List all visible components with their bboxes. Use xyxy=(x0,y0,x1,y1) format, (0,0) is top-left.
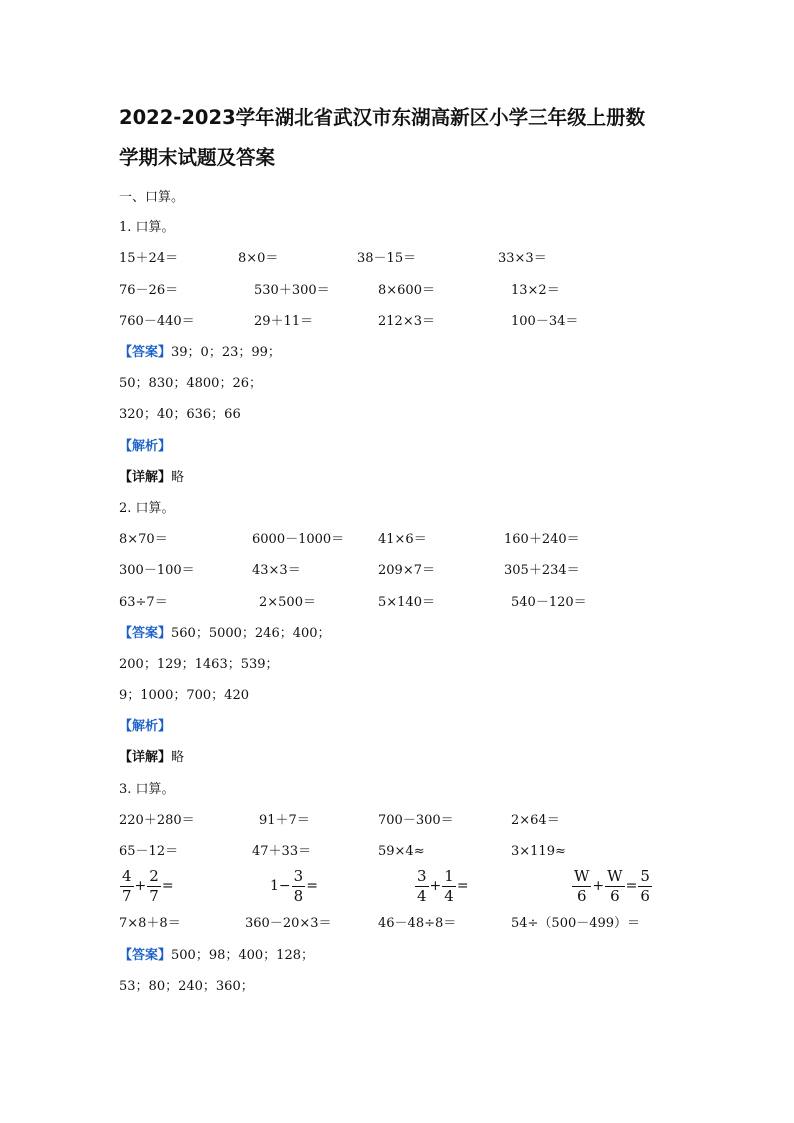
q1-item: 33×3＝ xyxy=(498,251,547,266)
q3-item: 220＋280＝ xyxy=(119,813,195,828)
q2-item: 160＋240＝ xyxy=(504,532,580,547)
q1-item: 76－26＝ xyxy=(119,283,179,298)
equals-sign: = xyxy=(456,878,469,894)
denominator: 7 xyxy=(122,886,132,905)
equals-sign: = xyxy=(161,878,174,894)
q2-item: 41×6＝ xyxy=(378,532,427,547)
q2-analysis-tag: 【解析】 xyxy=(119,719,172,734)
fraction xyxy=(147,868,161,904)
numerator: 4 xyxy=(122,867,132,885)
fraction-item-3 xyxy=(414,868,469,904)
q2-detail xyxy=(119,751,184,764)
q3-answer-line: 53；80；240；360； xyxy=(119,979,254,994)
q3-item: 2×64＝ xyxy=(511,813,560,828)
numerator: W xyxy=(574,867,590,885)
numerator: 2 xyxy=(149,867,159,885)
q3-item: 47＋33＝ xyxy=(252,844,312,859)
answer-text: 39；0；23；99； xyxy=(171,345,281,360)
operator: + xyxy=(134,878,147,894)
denominator: 8 xyxy=(293,886,304,905)
numerator: 3 xyxy=(293,867,304,885)
q3-item: 7×8＋8＝ xyxy=(119,916,181,931)
q2-answer-line: 9；1000；700；420 xyxy=(119,688,249,703)
q2-item: 5×140＝ xyxy=(378,595,435,610)
denominator: 4 xyxy=(444,886,454,905)
fraction xyxy=(638,868,652,904)
q3-item: 59×4≈ xyxy=(378,844,425,859)
q1-item: 760－440＝ xyxy=(119,314,195,329)
q1-answer-line: 50；830；4800；26； xyxy=(119,376,262,391)
q2-item: 63÷7＝ xyxy=(119,595,168,610)
whole-number: 1 xyxy=(270,878,279,894)
q3-answer xyxy=(119,949,314,962)
q1-item: 530＋300＝ xyxy=(254,283,330,298)
answer-tag: 【答案】 xyxy=(119,626,172,641)
answer-text: 560；5000；246；400； xyxy=(171,626,331,641)
document-title-line2: 学期末试题及答案 xyxy=(119,146,276,169)
answer-tag: 【答案】 xyxy=(119,948,172,963)
denominator: 4 xyxy=(417,886,427,905)
q1-item: 13×2＝ xyxy=(511,283,560,298)
q2-item: 2×500＝ xyxy=(259,595,316,610)
operator: − xyxy=(278,878,291,894)
fraction-item-2 xyxy=(270,868,318,904)
question-3-label: 3. 口算。 xyxy=(119,782,175,797)
document-title-line1: 2022-2023学年湖北省武汉市东湖高新区小学三年级上册数 xyxy=(119,106,646,129)
fraction xyxy=(442,868,456,904)
q2-answer xyxy=(119,627,331,640)
fraction xyxy=(415,868,429,904)
q3-item: 700－300＝ xyxy=(378,813,454,828)
q1-item: 8×0＝ xyxy=(238,251,279,266)
fraction xyxy=(120,868,134,904)
q3-item: 3×119≈ xyxy=(511,844,566,859)
equals-sign: = xyxy=(625,878,638,894)
q3-item: 91＋7＝ xyxy=(259,813,310,828)
detail-tag: 【详解】 xyxy=(119,750,172,765)
q1-answer-line: 320；40；636；66 xyxy=(119,407,241,422)
q2-item: 6000－1000＝ xyxy=(252,532,345,547)
denominator: 6 xyxy=(576,886,587,905)
q2-item: 8×70＝ xyxy=(119,532,168,547)
q2-item: 305＋234＝ xyxy=(504,563,580,578)
q1-item: 38－15＝ xyxy=(357,251,417,266)
detail-text: 略 xyxy=(171,750,185,765)
numerator: W xyxy=(607,867,623,885)
fraction xyxy=(292,868,306,904)
q1-item: 212×3＝ xyxy=(378,314,435,329)
denominator: 7 xyxy=(149,886,159,905)
q1-item: 29＋11＝ xyxy=(254,314,314,329)
question-2-label: 2. 口算。 xyxy=(119,501,175,516)
operator: + xyxy=(429,878,442,894)
q2-answer-line: 200；129；1463；539； xyxy=(119,657,279,672)
section-heading: 一、口算。 xyxy=(119,190,185,205)
answer-text: 500；98；400；128； xyxy=(171,948,314,963)
q1-analysis-tag: 【解析】 xyxy=(119,439,172,454)
q2-item: 43×3＝ xyxy=(252,563,301,578)
q1-item: 8×600＝ xyxy=(378,283,435,298)
detail-tag: 【详解】 xyxy=(119,470,172,485)
q2-item: 209×7＝ xyxy=(378,563,435,578)
fraction xyxy=(605,868,624,904)
q1-item: 100－34＝ xyxy=(511,314,579,329)
question-1-label: 1. 口算。 xyxy=(119,220,175,235)
q3-item: 360－20×3＝ xyxy=(245,916,332,931)
denominator: 6 xyxy=(610,886,620,905)
q2-item: 540－120＝ xyxy=(511,595,587,610)
q1-detail xyxy=(119,471,184,484)
operator: + xyxy=(592,878,605,894)
q3-item: 65－12＝ xyxy=(119,844,179,859)
fraction-item-1 xyxy=(119,868,174,904)
numerator: 5 xyxy=(640,867,650,885)
q1-answer xyxy=(119,346,281,359)
numerator: 3 xyxy=(417,867,427,885)
answer-tag: 【答案】 xyxy=(119,345,172,360)
q2-item: 300－100＝ xyxy=(119,563,195,578)
fraction xyxy=(572,868,591,904)
numerator: 1 xyxy=(444,867,454,885)
fraction-item-4 xyxy=(571,868,653,904)
q3-item: 54÷（500－499）＝ xyxy=(511,916,641,931)
equals-sign: = xyxy=(306,878,318,894)
detail-text: 略 xyxy=(171,470,185,485)
q1-item: 15＋24＝ xyxy=(119,251,179,266)
denominator: 6 xyxy=(640,886,650,905)
q3-item: 46－48÷8＝ xyxy=(378,916,457,931)
